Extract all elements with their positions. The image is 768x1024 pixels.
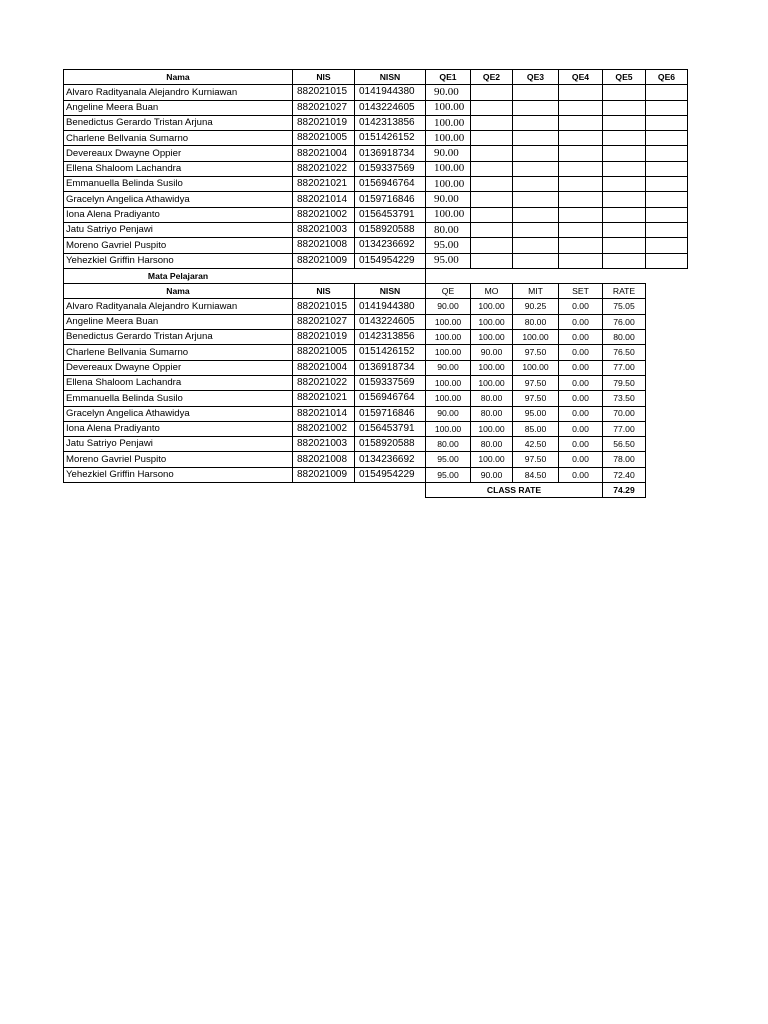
student-name: Moreno Gavriel Puspito: [64, 452, 293, 467]
mo-value: 80.00: [471, 437, 513, 452]
empty-cell: [646, 345, 688, 360]
mo-value: 90.00: [471, 345, 513, 360]
summary-header-nama: Nama: [64, 284, 293, 299]
qe2-score: [471, 115, 513, 130]
qe3-score: [513, 146, 559, 161]
mo-value: 100.00: [471, 375, 513, 390]
qe5-score: [603, 85, 646, 100]
student-nis: 882021027: [293, 100, 355, 115]
student-nis: 882021002: [293, 207, 355, 222]
summary-row: [64, 452, 688, 467]
empty-cell: [513, 268, 559, 283]
class-rate-label: CLASS RATE: [426, 483, 603, 498]
student-nisn: 0156946764: [355, 391, 426, 406]
class-rate-row: [64, 483, 688, 498]
empty-cell: [646, 452, 688, 467]
qe2-score: [471, 192, 513, 207]
summary-row: [64, 421, 688, 436]
summary-header-mit: MIT: [513, 284, 559, 299]
qe5-score: [603, 177, 646, 192]
qe2-score: [471, 100, 513, 115]
student-name: Emmanuella Belinda Susilo: [64, 177, 293, 192]
set-value: 0.00: [559, 299, 603, 314]
student-name: Charlene Bellvania Sumarno: [64, 131, 293, 146]
qe3-score: [513, 238, 559, 253]
quiz-row: [64, 100, 688, 115]
set-value: 0.00: [559, 421, 603, 436]
summary-header-rate: RATE: [603, 284, 646, 299]
student-nisn: 0141944380: [355, 299, 426, 314]
student-nisn: 0151426152: [355, 131, 426, 146]
empty-cell: [646, 391, 688, 406]
student-nis: 882021021: [293, 177, 355, 192]
empty-cell: [646, 268, 688, 283]
qe6-score: [646, 207, 688, 222]
mo-value: 100.00: [471, 452, 513, 467]
qe4-score: [559, 146, 603, 161]
student-name: Gracelyn Angelica Athawidya: [64, 406, 293, 421]
set-value: 0.00: [559, 391, 603, 406]
rate-value: 77.00: [603, 360, 646, 375]
student-name: Alvaro Radityanala Alejandro Kurniawan: [64, 85, 293, 100]
qe1-score: 100.00: [426, 161, 471, 176]
summary-row: [64, 330, 688, 345]
qe2-score: [471, 207, 513, 222]
mit-value: 100.00: [513, 360, 559, 375]
empty-cell: [64, 483, 293, 498]
qe-value: 90.00: [426, 299, 471, 314]
student-name: Alvaro Radityanala Alejandro Kurniawan: [64, 299, 293, 314]
qe6-score: [646, 85, 688, 100]
quiz-header-row: [64, 70, 688, 85]
qe3-score: [513, 177, 559, 192]
student-nis: 882021008: [293, 238, 355, 253]
qe-value: 95.00: [426, 467, 471, 482]
empty-cell: [646, 406, 688, 421]
student-nis: 882021005: [293, 131, 355, 146]
set-value: 0.00: [559, 437, 603, 452]
student-name: Benedictus Gerardo Tristan Arjuna: [64, 115, 293, 130]
rate-value: 77.00: [603, 421, 646, 436]
rate-value: 56.50: [603, 437, 646, 452]
qe4-score: [559, 253, 603, 268]
qe1-score: 90.00: [426, 146, 471, 161]
student-nis: 882021019: [293, 330, 355, 345]
summary-row: [64, 299, 688, 314]
quiz-header-qe1: QE1: [426, 70, 471, 85]
qe2-score: [471, 222, 513, 237]
rate-value: 80.00: [603, 330, 646, 345]
student-name: Moreno Gavriel Puspito: [64, 238, 293, 253]
summary-row: [64, 467, 688, 482]
quiz-row: [64, 238, 688, 253]
empty-cell: [471, 268, 513, 283]
mit-value: 100.00: [513, 330, 559, 345]
student-nis: 882021003: [293, 437, 355, 452]
qe4-score: [559, 131, 603, 146]
student-nisn: 0156453791: [355, 421, 426, 436]
summary-header-set: SET: [559, 284, 603, 299]
qe6-score: [646, 146, 688, 161]
qe6-score: [646, 115, 688, 130]
qe5-score: [603, 207, 646, 222]
student-nis: 882021015: [293, 299, 355, 314]
qe-value: 100.00: [426, 314, 471, 329]
qe6-score: [646, 238, 688, 253]
mit-value: 97.50: [513, 452, 559, 467]
student-nis: 882021015: [293, 85, 355, 100]
summary-header-mo: MO: [471, 284, 513, 299]
quiz-header-qe4: QE4: [559, 70, 603, 85]
summary-row: [64, 375, 688, 390]
set-value: 0.00: [559, 406, 603, 421]
mit-value: 97.50: [513, 375, 559, 390]
empty-cell: [646, 483, 688, 498]
summary-row: [64, 345, 688, 360]
mit-value: 85.00: [513, 421, 559, 436]
student-nisn: 0159337569: [355, 161, 426, 176]
qe6-score: [646, 161, 688, 176]
qe4-score: [559, 85, 603, 100]
spreadsheet-body: [64, 70, 688, 498]
qe3-score: [513, 85, 559, 100]
qe-value: 100.00: [426, 391, 471, 406]
student-nisn: 0159716846: [355, 192, 426, 207]
rate-value: 76.50: [603, 345, 646, 360]
qe3-score: [513, 131, 559, 146]
student-name: Iona Alena Pradiyanto: [64, 207, 293, 222]
quiz-header-qe6: QE6: [646, 70, 688, 85]
quiz-row: [64, 115, 688, 130]
student-nis: 882021022: [293, 161, 355, 176]
set-value: 0.00: [559, 314, 603, 329]
student-name: Angeline Meera Buan: [64, 100, 293, 115]
qe4-score: [559, 100, 603, 115]
summary-row: [64, 437, 688, 452]
set-value: 0.00: [559, 330, 603, 345]
qe3-score: [513, 207, 559, 222]
empty-cell: [646, 421, 688, 436]
student-nis: 882021019: [293, 115, 355, 130]
student-nisn: 0143224605: [355, 100, 426, 115]
empty-cell: [646, 375, 688, 390]
qe5-score: [603, 222, 646, 237]
student-nis: 882021027: [293, 314, 355, 329]
summary-header-nis: NIS: [293, 284, 355, 299]
set-value: 0.00: [559, 467, 603, 482]
student-nisn: 0151426152: [355, 345, 426, 360]
empty-cell: [603, 268, 646, 283]
qe5-score: [603, 238, 646, 253]
quiz-header-qe3: QE3: [513, 70, 559, 85]
student-nisn: 0142313856: [355, 330, 426, 345]
student-name: Jatu Satriyo Penjawi: [64, 437, 293, 452]
rate-value: 72.40: [603, 467, 646, 482]
qe-value: 100.00: [426, 375, 471, 390]
qe2-score: [471, 253, 513, 268]
mo-value: 80.00: [471, 391, 513, 406]
student-name: Angeline Meera Buan: [64, 314, 293, 329]
qe1-score: 90.00: [426, 85, 471, 100]
student-name: Yehezkiel Griffin Harsono: [64, 253, 293, 268]
student-nis: 882021014: [293, 192, 355, 207]
set-value: 0.00: [559, 375, 603, 390]
student-nisn: 0134236692: [355, 238, 426, 253]
mit-value: 90.25: [513, 299, 559, 314]
student-nisn: 0143224605: [355, 314, 426, 329]
mo-value: 80.00: [471, 406, 513, 421]
qe4-score: [559, 238, 603, 253]
mit-value: 80.00: [513, 314, 559, 329]
student-nis: 882021022: [293, 375, 355, 390]
qe3-score: [513, 115, 559, 130]
qe3-score: [513, 192, 559, 207]
summary-header-row: [64, 284, 688, 299]
summary-row: [64, 314, 688, 329]
quiz-row: [64, 192, 688, 207]
mo-value: 100.00: [471, 421, 513, 436]
qe2-score: [471, 238, 513, 253]
empty-cell: [646, 467, 688, 482]
qe1-score: 100.00: [426, 115, 471, 130]
qe2-score: [471, 146, 513, 161]
student-name: Jatu Satriyo Penjawi: [64, 222, 293, 237]
quiz-row: [64, 85, 688, 100]
student-nisn: 0141944380: [355, 85, 426, 100]
empty-cell: [646, 314, 688, 329]
qe6-score: [646, 253, 688, 268]
set-value: 0.00: [559, 345, 603, 360]
mo-value: 90.00: [471, 467, 513, 482]
qe4-score: [559, 177, 603, 192]
student-name: Ellena Shaloom Lachandra: [64, 161, 293, 176]
student-name: Ellena Shaloom Lachandra: [64, 375, 293, 390]
mit-value: 97.50: [513, 391, 559, 406]
qe4-score: [559, 192, 603, 207]
qe6-score: [646, 192, 688, 207]
student-nisn: 0134236692: [355, 452, 426, 467]
qe1-score: 100.00: [426, 100, 471, 115]
summary-row: [64, 391, 688, 406]
student-nisn: 0156946764: [355, 177, 426, 192]
qe2-score: [471, 131, 513, 146]
qe1-score: 95.00: [426, 238, 471, 253]
empty-cell: [646, 330, 688, 345]
qe-value: 90.00: [426, 360, 471, 375]
empty-cell: [293, 483, 355, 498]
quiz-header-nama: Nama: [64, 70, 293, 85]
qe3-score: [513, 253, 559, 268]
quiz-header-qe2: QE2: [471, 70, 513, 85]
quiz-row: [64, 207, 688, 222]
student-name: Charlene Bellvania Sumarno: [64, 345, 293, 360]
student-nisn: 0136918734: [355, 146, 426, 161]
mit-value: 42.50: [513, 437, 559, 452]
qe5-score: [603, 161, 646, 176]
set-value: 0.00: [559, 360, 603, 375]
student-nis: 882021021: [293, 391, 355, 406]
qe2-score: [471, 177, 513, 192]
qe-value: 80.00: [426, 437, 471, 452]
empty-cell: [355, 483, 426, 498]
student-nisn: 0158920588: [355, 437, 426, 452]
qe5-score: [603, 192, 646, 207]
student-nis: 882021009: [293, 253, 355, 268]
section-label: Mata Pelajaran: [64, 268, 293, 283]
qe-value: 90.00: [426, 406, 471, 421]
student-nis: 882021014: [293, 406, 355, 421]
empty-cell: [426, 268, 471, 283]
rate-value: 70.00: [603, 406, 646, 421]
student-nisn: 0136918734: [355, 360, 426, 375]
qe6-score: [646, 177, 688, 192]
empty-cell: [293, 268, 426, 283]
empty-cell: [646, 360, 688, 375]
qe5-score: [603, 253, 646, 268]
section-label-row: [64, 268, 688, 283]
student-nisn: 0154954229: [355, 467, 426, 482]
mo-value: 100.00: [471, 299, 513, 314]
grade-spreadsheet: [63, 69, 688, 498]
mo-value: 100.00: [471, 314, 513, 329]
mo-value: 100.00: [471, 360, 513, 375]
qe4-score: [559, 161, 603, 176]
qe5-score: [603, 115, 646, 130]
student-nis: 882021004: [293, 146, 355, 161]
qe3-score: [513, 100, 559, 115]
qe1-score: 100.00: [426, 177, 471, 192]
student-nisn: 0159337569: [355, 375, 426, 390]
student-name: Devereaux Dwayne Oppier: [64, 360, 293, 375]
mit-value: 97.50: [513, 345, 559, 360]
qe-value: 95.00: [426, 452, 471, 467]
quiz-row: [64, 177, 688, 192]
student-nis: 882021008: [293, 452, 355, 467]
summary-row: [64, 406, 688, 421]
qe2-score: [471, 161, 513, 176]
quiz-header-nis: NIS: [293, 70, 355, 85]
quiz-row: [64, 253, 688, 268]
student-nis: 882021005: [293, 345, 355, 360]
qe3-score: [513, 222, 559, 237]
qe-value: 100.00: [426, 421, 471, 436]
qe5-score: [603, 131, 646, 146]
student-nis: 882021002: [293, 421, 355, 436]
quiz-row: [64, 131, 688, 146]
mo-value: 100.00: [471, 330, 513, 345]
rate-value: 79.50: [603, 375, 646, 390]
qe1-score: 95.00: [426, 253, 471, 268]
student-nis: 882021009: [293, 467, 355, 482]
student-name: Benedictus Gerardo Tristan Arjuna: [64, 330, 293, 345]
student-name: Yehezkiel Griffin Harsono: [64, 467, 293, 482]
student-nisn: 0142313856: [355, 115, 426, 130]
qe-value: 100.00: [426, 330, 471, 345]
rate-value: 78.00: [603, 452, 646, 467]
student-name: Emmanuella Belinda Susilo: [64, 391, 293, 406]
qe5-score: [603, 100, 646, 115]
empty-cell: [646, 299, 688, 314]
rate-value: 76.00: [603, 314, 646, 329]
summary-header-nisn: NISN: [355, 284, 426, 299]
qe1-score: 90.00: [426, 192, 471, 207]
quiz-row: [64, 146, 688, 161]
qe6-score: [646, 222, 688, 237]
empty-cell: [646, 284, 688, 299]
quiz-header-qe5: QE5: [603, 70, 646, 85]
rate-value: 73.50: [603, 391, 646, 406]
summary-header-qe: QE: [426, 284, 471, 299]
qe1-score: 80.00: [426, 222, 471, 237]
qe6-score: [646, 131, 688, 146]
student-nisn: 0154954229: [355, 253, 426, 268]
qe4-score: [559, 222, 603, 237]
quiz-row: [64, 222, 688, 237]
student-name: Gracelyn Angelica Athawidya: [64, 192, 293, 207]
class-rate-value: 74.29: [603, 483, 646, 498]
empty-cell: [646, 437, 688, 452]
mit-value: 84.50: [513, 467, 559, 482]
qe4-score: [559, 207, 603, 222]
student-nisn: 0156453791: [355, 207, 426, 222]
qe5-score: [603, 146, 646, 161]
student-nis: 882021003: [293, 222, 355, 237]
student-name: Iona Alena Pradiyanto: [64, 421, 293, 436]
student-nisn: 0159716846: [355, 406, 426, 421]
empty-cell: [559, 268, 603, 283]
summary-row: [64, 360, 688, 375]
student-name: Devereaux Dwayne Oppier: [64, 146, 293, 161]
quiz-header-nisn: NISN: [355, 70, 426, 85]
student-nisn: 0158920588: [355, 222, 426, 237]
qe-value: 100.00: [426, 345, 471, 360]
student-nis: 882021004: [293, 360, 355, 375]
qe3-score: [513, 161, 559, 176]
mit-value: 95.00: [513, 406, 559, 421]
rate-value: 75.05: [603, 299, 646, 314]
quiz-row: [64, 161, 688, 176]
qe2-score: [471, 85, 513, 100]
qe1-score: 100.00: [426, 131, 471, 146]
set-value: 0.00: [559, 452, 603, 467]
qe4-score: [559, 115, 603, 130]
qe1-score: 100.00: [426, 207, 471, 222]
qe6-score: [646, 100, 688, 115]
